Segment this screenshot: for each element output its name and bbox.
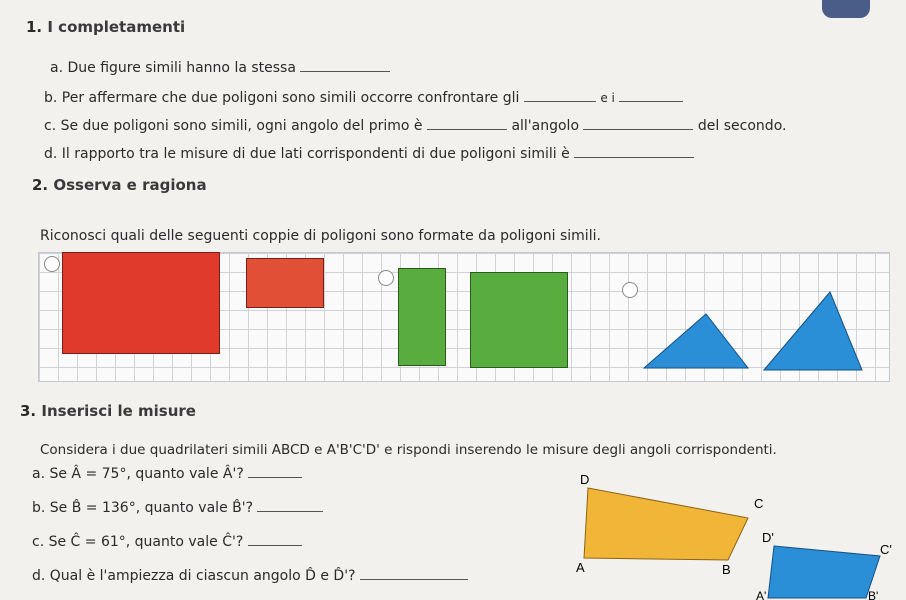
question-1a: [50, 60, 390, 76]
label-c-prime: C': [880, 542, 892, 557]
question-3a: [32, 466, 302, 482]
exercise-number: 3.: [20, 402, 37, 420]
question-text: a. Due figure simili hanno la stessa: [50, 60, 296, 76]
green-square: [470, 272, 568, 368]
exercise-title: Inserisci le misure: [41, 402, 196, 420]
exercise-number: 2.: [32, 176, 49, 194]
answer-circle[interactable]: [378, 270, 394, 286]
answer-blank[interactable]: [300, 71, 390, 72]
question-text: d. Qual è l'ampiezza di ciascun angolo D̂ e D̂'?: [32, 568, 356, 584]
label-b-prime: B': [868, 589, 879, 600]
label-a: A: [576, 560, 585, 575]
exercise-2-heading: [32, 176, 207, 194]
answer-blank[interactable]: [360, 579, 468, 580]
question-text: b. Se B̂ = 136°, quanto vale B̂'?: [32, 500, 254, 516]
red-rectangle-small: [246, 258, 324, 308]
question-text-end: del secondo.: [697, 118, 787, 134]
question-text: c. Se Ĉ = 61°, quanto vale Ĉ'?: [32, 534, 244, 550]
question-text: d. Il rapporto tra le misure di due lati corrispondenti di due poligoni simili è: [44, 146, 570, 162]
answer-circle[interactable]: [622, 282, 638, 298]
bookmark-icon: [822, 0, 870, 18]
exercise-3-intro: Considera i due quadrilateri simili ABCD e A'B'C'D' e rispondi inserendo le misure degli angoli corrispondenti.: [40, 442, 777, 458]
blue-triangle-small: [636, 306, 756, 376]
question-3b: [32, 500, 323, 516]
exercise-number: 1.: [26, 18, 43, 36]
answer-blank[interactable]: [248, 477, 302, 478]
answer-blank[interactable]: [619, 101, 683, 102]
exercise-3-heading: [20, 402, 196, 420]
quadrilateral-a2b2c2d2: [768, 546, 880, 598]
exercise-1-heading: [26, 18, 185, 36]
question-1b: [44, 90, 683, 106]
question-3c: [32, 534, 302, 550]
answer-blank[interactable]: [248, 545, 302, 546]
question-1c: [44, 118, 786, 134]
question-text: c. Se due poligoni sono simili, ogni angolo del primo è: [44, 118, 423, 134]
label-a-prime: A': [756, 589, 767, 600]
exercise-title: Osserva e ragiona: [53, 176, 207, 194]
quadrilaterals-figure: [570, 470, 906, 600]
exercise-2-text: Riconosci quali delle seguenti coppie di poligoni sono formate da poligoni simili.: [40, 228, 601, 244]
answer-blank[interactable]: [257, 511, 323, 512]
question-1d: [44, 146, 694, 162]
label-d: D: [580, 472, 590, 487]
question-text-mid: e i: [600, 91, 615, 105]
answer-blank[interactable]: [524, 101, 596, 102]
answer-blank[interactable]: [574, 157, 694, 158]
answer-blank[interactable]: [427, 129, 507, 130]
red-rectangle-large: [62, 252, 220, 354]
question-text: b. Per affermare che due poligoni sono simili occorre confrontare gli: [44, 90, 520, 106]
answer-circle[interactable]: [44, 256, 60, 272]
question-3d: [32, 568, 468, 584]
question-text-mid: all'angolo: [511, 118, 580, 134]
exercise-title: I completamenti: [47, 18, 186, 36]
answer-blank[interactable]: [583, 129, 693, 130]
question-text: a. Se Â = 75°, quanto vale Â'?: [32, 466, 244, 482]
quadrilateral-abcd: [584, 488, 748, 560]
label-b: B: [722, 562, 731, 577]
blue-triangle-large: [760, 288, 870, 376]
green-rectangle-tall: [398, 268, 446, 366]
label-c: C: [754, 496, 764, 511]
label-d-prime: D': [762, 530, 774, 545]
